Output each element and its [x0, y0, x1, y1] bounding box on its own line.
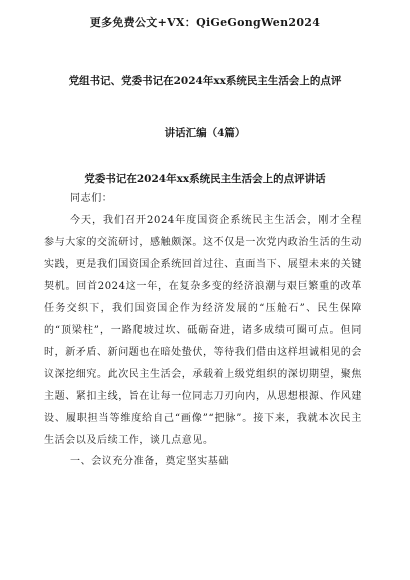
promo-header: 更多免费公文+VX：QiGeGongWen2024: [89, 16, 321, 29]
greeting: 同志们：: [70, 193, 113, 204]
document-title-line1: 党组书记、党委书记在2024年xx系统民主生活会上的点评: [68, 75, 342, 87]
document-title-line2: 讲话汇编（4篇）: [164, 127, 246, 139]
section-heading-1: 一、会议充分准备，奠定坚实基础: [70, 456, 229, 467]
section-title: 党委书记在2024年xx系统民主生活会上的点评讲话: [84, 173, 326, 185]
body-paragraph: 今天，我们召开2024年度国资企系统民主生活会，刚才全程参与大家的交流研讨，感触颇深。这不仅是一次党内政治生活的生动实践，更是我们国资国企系统回首过往、直面当下、展望未来的关键契机。回首2024这一年，在复杂多变的经济浪潮与艰巨繁重的改革任务交织下，我们国资国企作为经济发展的“压舱石”、民生保障的“顶梁柱”，一路爬坡过坎、砥砺奋进，诸多成绩可圈可点。但同时，新矛盾、新问题也在暗处蛰伏，等待我们借由这样坦诚相见的会议深挖细究。此次民主生活会，承载着上级党组织的深切期望，聚焦主题、紧扣主线，旨在让每一位同志刀刃向内，从思想根源、作风建设、履职担当等维度给自己“画像”“把脉”。接下来，我就本次民主生活会以及后续工作，谈几点意见。: [44, 215, 362, 446]
